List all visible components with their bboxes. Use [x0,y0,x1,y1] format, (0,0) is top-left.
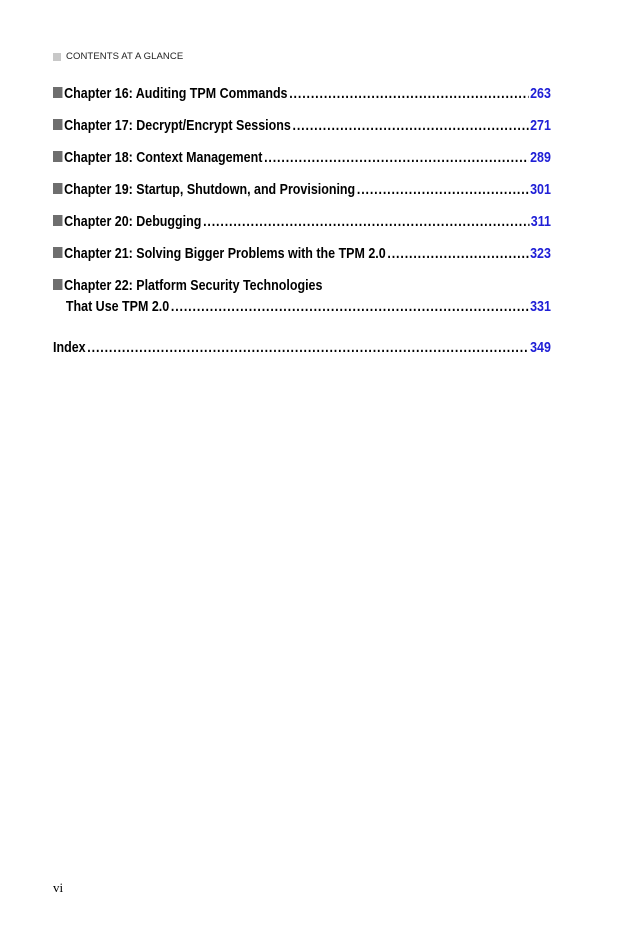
dot-leader [293,117,529,135]
toc-entry-title: Index [53,340,86,356]
square-bullet-icon [53,279,62,290]
square-bullet-icon [53,87,62,98]
square-bullet-icon [53,183,62,194]
square-bullet-icon [53,53,61,61]
toc-entry-title-line2: That Use TPM 2.0 [65,299,170,315]
square-bullet-icon [53,247,62,258]
dot-leader [264,149,528,167]
toc-entry-chapter-18[interactable] [53,149,551,167]
toc-entry-chapter-17[interactable] [53,117,551,135]
dot-leader [357,181,529,199]
running-head [53,51,183,62]
square-bullet-icon [53,119,62,130]
running-head-text: CONTENTS AT A GLANCE [66,51,184,62]
toc-entry-page-link[interactable]: 271 [530,118,551,134]
toc-entry-chapter-20[interactable] [53,213,551,231]
toc-entry-index[interactable] [53,339,551,357]
toc-entry-title: Chapter 17: Decrypt/Encrypt Sessions [64,118,291,134]
toc-entry-page-link[interactable]: 349 [530,340,551,356]
square-bullet-icon [53,215,62,226]
page-number: vi [53,880,64,895]
dot-leader [387,245,528,263]
toc-entry-page-link[interactable]: 289 [530,150,551,166]
toc-entry-page-link[interactable]: 331 [530,299,551,315]
toc-entry-title: Chapter 19: Startup, Shutdown, and Provisioning [64,182,356,198]
toc-entry-chapter-22[interactable] [53,277,551,316]
toc-entry-chapter-21[interactable] [53,245,551,263]
toc-entry-chapter-19[interactable] [53,181,551,199]
dot-leader [171,298,529,316]
toc-entry-title: Chapter 21: Solving Bigger Problems with the TPM 2.0 [64,246,386,262]
toc-entry-title-line1: Chapter 22: Platform Security Technologies [64,278,323,294]
toc-entry-page-link[interactable]: 311 [530,214,551,230]
dot-leader [203,213,529,231]
toc-entry-title: Chapter 16: Auditing TPM Commands [64,86,288,102]
square-bullet-icon [53,151,62,162]
toc-entry-title: Chapter 20: Debugging [64,214,202,230]
toc-entry-page-link[interactable]: 263 [530,86,551,102]
dot-leader [289,85,528,103]
toc-entry-chapter-16[interactable] [53,85,551,103]
toc-entry-page-link[interactable]: 323 [530,246,551,262]
dot-leader [87,339,528,357]
toc-entry-page-link[interactable]: 301 [530,182,551,198]
toc-entry-title: Chapter 18: Context Management [64,150,263,166]
